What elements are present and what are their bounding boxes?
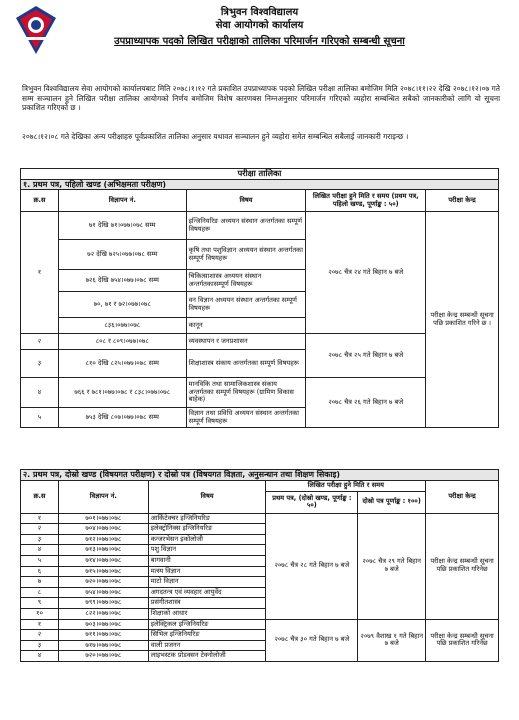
row-sn: ७: [21, 577, 59, 588]
col-center-header: परीक्षा केन्द्र: [426, 190, 499, 212]
row-subject: वन विज्ञान अध्ययन संस्थान अन्तर्गतका सम्पूर्ण विषयहरू: [186, 292, 306, 318]
row-center: परीक्षा केन्द्र सम्बन्धी सूचना पछि प्रकाशित गरिनेछ: [426, 619, 499, 661]
row-ad: ७१ देखि ७१।०७७।०७८ सम्म: [58, 212, 186, 240]
row-subject: कन्जरभेसन इकोलोजी: [148, 534, 266, 545]
row-sn: १: [21, 513, 59, 524]
row-subject: आर्किटेक्चर इन्जिनियरिङ: [148, 513, 266, 524]
row-ad: ७१४।०७७।०७८: [58, 555, 148, 566]
row-date: २०७८ चैत्र २५ गते बिहान ७ बजे: [306, 334, 426, 378]
row-subject: सिभिल इन्जिनियरिङ: [148, 630, 266, 641]
row-sn: १: [21, 212, 59, 334]
table-row: [21, 212, 499, 240]
row-ad: ७११।०७७।०७८: [58, 630, 148, 641]
col-date-group-header: लिखित परीक्षा हुने मिति र समय: [266, 480, 426, 491]
row-ad: ७२ देखि ७२५।०७७।०७८ सम्म: [58, 240, 186, 270]
row-subject: बागवानी: [148, 555, 266, 566]
row-sn: १: [21, 619, 59, 630]
row-ad: ७०४।०७७।०७८: [58, 524, 148, 535]
row-sn: ५: [21, 555, 59, 566]
row-sn: ३: [21, 640, 59, 651]
col-first-paper-header: प्रथम पत्र, (दोस्रो खण्ड, पूर्णाङ्क : ५०): [266, 491, 358, 513]
row-ad: ८३६।०७७।०७८: [58, 318, 186, 334]
row-center: परीक्षा केन्द्र सम्बन्धी सूचना पछि प्रकाशित गरिनेछ: [426, 513, 499, 619]
row-ad: ७१७।०७७।०७८: [58, 640, 148, 651]
row-first-paper-date: २०७८ चैत्र ३० गते बिहान ७ बजे: [266, 619, 358, 661]
row-sn: १०: [21, 608, 59, 619]
row-subject: माटो विज्ञान: [148, 577, 266, 588]
row-second-paper-date: २०७८ चैत्र २९ गते बिहान ७ बजे: [358, 513, 426, 619]
row-ad: ७२०।०७७।०७८: [58, 651, 148, 662]
col-center-header: परीक्षा केन्द्र: [426, 480, 499, 513]
row-sn: ५: [21, 408, 59, 428]
row-ad: ७५४।०७७।०७८: [58, 587, 148, 598]
row-subject: इलेक्ट्रोनिक्स इन्जिनियरिङ: [148, 524, 266, 535]
row-subject: कानून: [186, 318, 306, 334]
row-subject: मत्स्य विज्ञान: [148, 566, 266, 577]
row-subject: वाली प्रजनन: [148, 640, 266, 651]
col-sn-header: क्र.स: [21, 190, 59, 212]
row-subject: विज्ञान तथा प्रविधि अध्ययन संस्थान अन्तर्गतका सम्पूर्ण विषयहरू: [186, 408, 306, 428]
row-sn: ३: [21, 534, 59, 545]
row-ad: ८०८ र ८०९।०७७।०७८: [58, 334, 186, 350]
row-subject: इलेक्ट्रिकल इन्जिनियरिङ: [148, 619, 266, 630]
row-sn: ४: [21, 545, 59, 556]
office-name: सेवा आयोगको कार्यालय: [215, 20, 304, 31]
exam-schedule-table-1: [20, 168, 499, 428]
row-subject: व्यवस्थापन र जनप्रशासन: [186, 334, 306, 350]
row-date: २०७८ चैत्र २४ गते बिहान ७ बजे: [306, 212, 426, 334]
notice-paragraph-2: २०७८।१२।०८ गते देखिका अन्य परीक्षाहरु पूर्वप्रकाशित तालिका अनुसार यथावत सञ्चालन हुने व्यहोरा समेत सम्बन्धित सबैलाई जानकारी गराइन्छ ।: [22, 132, 409, 141]
section-1-heading: १. प्रथम पत्र, पहिलो खण्ड (अभिक्षमता परीक्षण): [21, 179, 499, 190]
row-sn: ४: [21, 378, 59, 408]
row-ad: ७०३।०७७।०७८: [58, 619, 148, 630]
row-ad: ७२०।०७७।०७८: [58, 577, 148, 588]
row-ad: ७१२।०७७।०७८: [58, 534, 148, 545]
row-subject: चिकित्साशास्त्र अध्ययन संस्थान अन्तर्गतकासम्पूर्ण विषयहरू: [186, 270, 306, 292]
row-ad: ७२६ देखि ७५४।०७७।०७८ सम्म: [58, 270, 186, 292]
row-ad: ७१५।०७७।०७८: [58, 566, 148, 577]
table-row: [21, 513, 499, 524]
row-subject: शिक्षाशास्त्र संकाय अन्तर्गतका सम्पूर्ण विषयहरू: [186, 350, 306, 378]
row-ad: ७०, ७१ र ७२।०७७।०७८: [58, 292, 186, 318]
row-subject: पशु विज्ञान: [148, 545, 266, 556]
row-subject: अगदतन्त्र एवं व्यवहार आयुर्वेद: [148, 587, 266, 598]
notice-title: उपप्राध्यापक पदको लिखित परीक्षाको तालिका परिमार्जन गरिएको सम्बन्धी सूचना: [114, 36, 405, 47]
row-center: परीक्षा केन्द्र सम्बन्धी सूचना पछि प्रकाशित गरिने छ ।: [426, 212, 499, 428]
col-subject-header: विषय: [148, 480, 266, 513]
row-sn: २: [21, 524, 59, 535]
row-ad: ८१० देखि ८२५।०७७।०७८ सम्म: [58, 350, 186, 378]
col-second-paper-header: दोस्रो पत्र पूर्णाङ्क : १००): [358, 491, 426, 513]
exam-schedule-table-2: [20, 469, 499, 662]
row-subject: शिक्षाको आधार: [148, 608, 266, 619]
university-name: त्रिभुवन विश्वविद्यालय: [220, 7, 299, 18]
table-row: [21, 619, 499, 630]
row-subject: इन्जिनियरिङ अध्ययन संस्थान अन्तर्गतका सम्पूर्ण विषयहरू: [186, 212, 306, 240]
col-ad-header: विज्ञापन नं.: [58, 190, 186, 212]
row-sn: ४: [21, 651, 59, 662]
col-date-header: लिखित परीक्षा हुने मिति र समय (प्रथम पत्र, पहिलो खण्ड, पूर्णाङ्क : ५०): [306, 190, 426, 212]
row-sn: ३: [21, 350, 59, 378]
row-subject: प्रसंगीतशास्त्र: [148, 598, 266, 609]
schedule-title: परीक्षा तालिका: [21, 169, 499, 180]
row-subject: कृषि तथा पशुविज्ञान अध्ययन संस्थान अन्तर्गतका सम्पूर्ण विषयहरू: [186, 240, 306, 270]
row-sn: ८: [21, 587, 59, 598]
row-second-paper-date: २०७९ वैशाख १ गते बिहान ७ बजे: [358, 619, 426, 661]
row-ad: ७६६ र ७८१।०७७।०७८ र ८३८।०७७।०७८: [58, 378, 186, 408]
col-subject-header: विषय: [186, 190, 306, 212]
row-ad: ८२२।०७७।०७८: [58, 608, 148, 619]
row-ad: ७५३ देखि ८०७।०७७।०७८ सम्म: [58, 408, 186, 428]
row-subject: लाइभस्टक प्रोडक्सन टेक्नोलोजी: [148, 651, 266, 662]
notice-paragraph-1: त्रिभुवन विश्वविद्यालय सेवा आयोगको कार्यालयबाट मिति २०७८।१।१२ गते प्रकाशित उपप्राध्यापक पदको लिखित परीक्षा तालिका बमोजिम मिति २०७८।११।२२ देखि २०७८।१२।०७ गते सम्म सञ्चालन हुने लिखित परीक्षा तालिका आयोगको निर्णय बमोजिम विशेष कारणबस निम्नअनुसार परिमार्जन गरिएको व्यहोरा सम्बन्धित सबैको जानकारीको लागि यो सूचना प्रकाशित गरिएको छ ।: [22, 84, 500, 112]
row-subject: मानविकि तथा सामाजिकशास्त्र संकाय अन्तर्गतका सम्पूर्ण विषयहरू (ग्रामिण विकास बाहेक): [186, 378, 306, 408]
row-sn: ९: [21, 598, 59, 609]
row-sn: २: [21, 630, 59, 641]
section-2-heading: २. प्रथम पत्र, दोस्रो खण्ड (विषयगत परीक्षण) र दोस्रो पत्र (विषयगत विज्ञता, अनुसन्धान तथा शिक्षण सिकाइ): [21, 470, 499, 481]
row-ad: ७९९।०७७।०७८: [58, 598, 148, 609]
col-sn-header: क्र.स: [21, 480, 59, 513]
row-ad: ७०१।०७७।०७८: [58, 513, 148, 524]
row-ad: ७१३।०७७।०७८: [58, 545, 148, 556]
row-first-paper-date: २०७८ चैत्र २८ गते बिहान ७ बजे: [266, 513, 358, 619]
row-sn: ६: [21, 566, 59, 577]
col-ad-header: विज्ञापन नं.: [58, 480, 148, 513]
row-date: २०७८ चैत्र २६ गते बिहान ७ बजे: [306, 378, 426, 428]
row-sn: २: [21, 334, 59, 350]
